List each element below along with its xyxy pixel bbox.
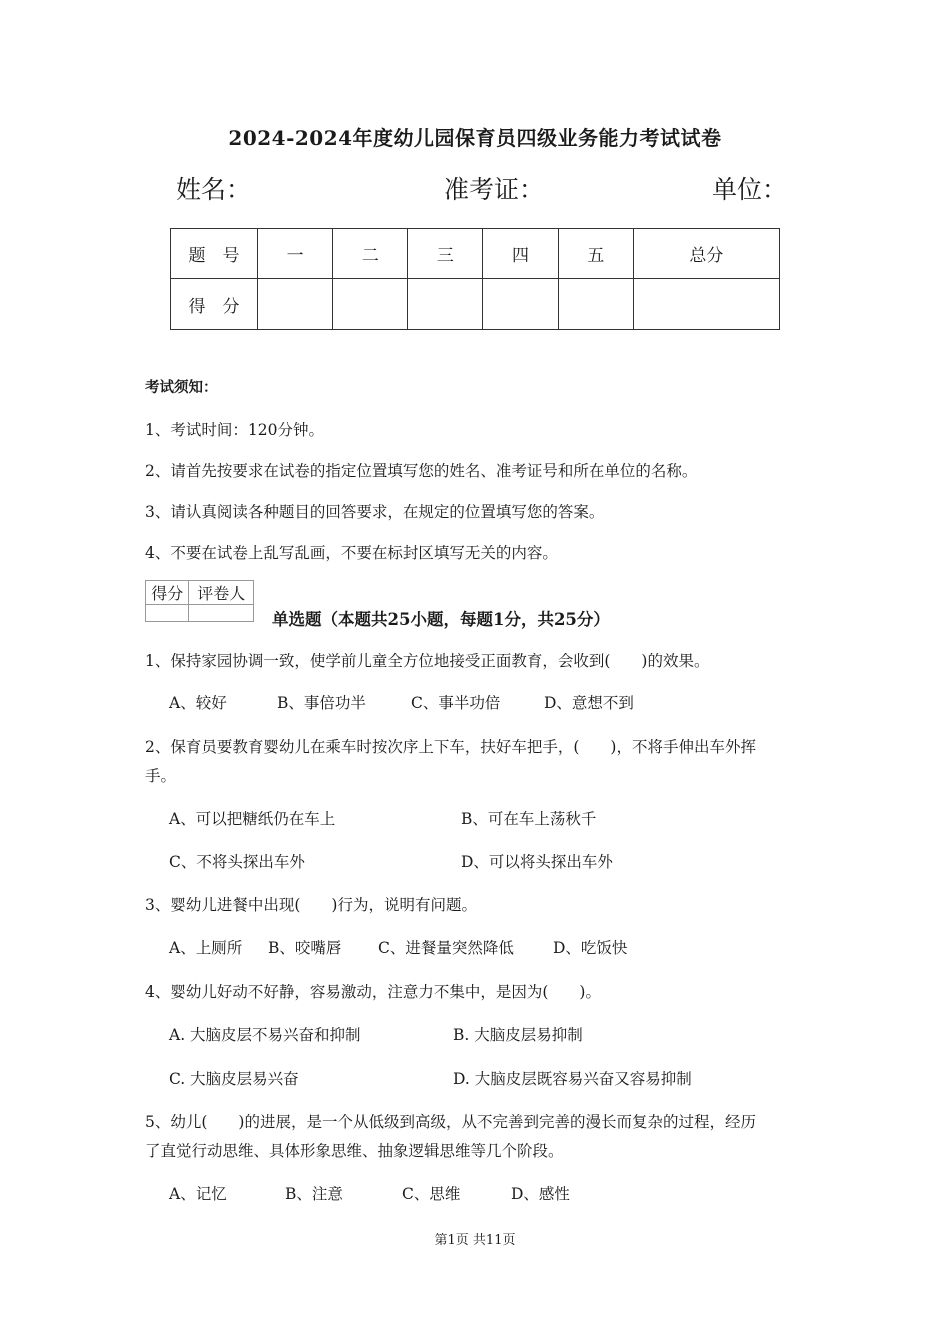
notice-item: 2、请首先按要求在试卷的指定位置填写您的姓名、准考证号和所在单位的名称。 (145, 462, 698, 480)
option-d[interactable]: D、感性 (511, 1185, 570, 1203)
question-text: 1、保持家园协调一致，使学前儿童全方位地接受正面教育，会收到( )的效果。 (145, 652, 710, 670)
option-b[interactable]: B、注意 (285, 1185, 343, 1203)
score-cell-blank[interactable] (258, 279, 333, 330)
score-cell-label: 得 分 (171, 279, 258, 330)
option-a[interactable]: A. 大脑皮层不易兴奋和抑制 (169, 1026, 361, 1044)
page-number: 第1页 共11页 (434, 1233, 516, 1248)
notice-item: 3、请认真阅读各种题目的回答要求，在规定的位置填写您的答案。 (145, 503, 605, 521)
score-cell-header: 一 (258, 229, 333, 279)
question-text: 2、保育员要教育婴幼儿在乘车时按次序上下车，扶好车把手，( )，不将手伸出车外挥 (145, 738, 756, 756)
option-a[interactable]: A、较好 (169, 694, 227, 712)
score-table-score-row (171, 279, 780, 330)
option-d[interactable]: D. 大脑皮层既容易兴奋又容易抑制 (453, 1070, 692, 1088)
score-table (170, 228, 780, 330)
score-cell-blank[interactable] (483, 279, 558, 330)
grader-name-label: 评卷人 (189, 581, 254, 605)
score-cell-blank[interactable] (333, 279, 408, 330)
option-a[interactable]: A、记忆 (169, 1185, 227, 1203)
option-a[interactable]: A、上厕所 (169, 939, 243, 957)
option-d[interactable]: D、意想不到 (544, 694, 634, 712)
option-c[interactable]: C、进餐量突然降低 (378, 939, 514, 957)
notice-item: 4、不要在试卷上乱写乱画，不要在标封区填写无关的内容。 (145, 544, 558, 562)
score-cell-blank[interactable] (408, 279, 483, 330)
option-b[interactable]: B. 大脑皮层易抑制 (453, 1026, 583, 1044)
question-text: 4、婴幼儿好动不好静，容易激动，注意力不集中，是因为( )。 (145, 983, 601, 1001)
option-a[interactable]: A、可以把糖纸仍在车上 (169, 810, 336, 828)
score-cell-header: 五 (558, 229, 633, 279)
unit-label: 单位： (712, 175, 788, 204)
score-cell-label: 题 号 (171, 229, 258, 279)
question-text-cont: 了直觉行动思维、具体形象思维、抽象逻辑思维等几个阶段。 (145, 1142, 564, 1160)
option-b[interactable]: B、可在车上荡秋千 (461, 810, 597, 828)
option-b[interactable]: B、咬嘴唇 (268, 939, 342, 957)
grader-name-blank[interactable] (189, 605, 254, 622)
option-c[interactable]: C、事半功倍 (411, 694, 501, 712)
option-d[interactable]: D、吃饭快 (553, 939, 628, 957)
name-label: 姓名： (176, 175, 252, 204)
exam-id-label: 准考证： (444, 175, 545, 204)
score-cell-blank[interactable] (633, 279, 779, 330)
grader-score-label: 得分 (146, 581, 189, 605)
score-cell-header: 总分 (633, 229, 779, 279)
score-cell-header: 三 (408, 229, 483, 279)
question-text-cont: 手。 (145, 767, 177, 785)
option-c[interactable]: C. 大脑皮层易兴奋 (169, 1070, 299, 1088)
notice-heading: 考试须知： (145, 379, 218, 396)
option-b[interactable]: B、事倍功半 (277, 694, 366, 712)
option-d[interactable]: D、可以将头探出车外 (461, 853, 613, 871)
score-cell-header: 四 (483, 229, 558, 279)
option-c[interactable]: C、不将头探出车外 (169, 853, 305, 871)
notice-item: 1、考试时间：120分钟。 (145, 421, 324, 439)
question-text: 3、婴幼儿进餐中出现( )行为，说明有问题。 (145, 896, 477, 914)
option-c[interactable]: C、思维 (402, 1185, 461, 1203)
score-cell-header: 二 (333, 229, 408, 279)
score-cell-blank[interactable] (558, 279, 633, 330)
question-text: 5、幼儿( )的进展，是一个从低级到高级，从不完善到完善的漫长而复杂的过程，经历 (145, 1113, 756, 1131)
score-table-header-row (171, 229, 780, 279)
section-title: 单选题（本题共25小题，每题1分，共25分） (272, 610, 610, 629)
grader-box (145, 580, 254, 622)
grader-score-blank[interactable] (146, 605, 189, 622)
exam-title: 2024-2024年度幼儿园保育员四级业务能力考试试卷 (228, 126, 722, 150)
